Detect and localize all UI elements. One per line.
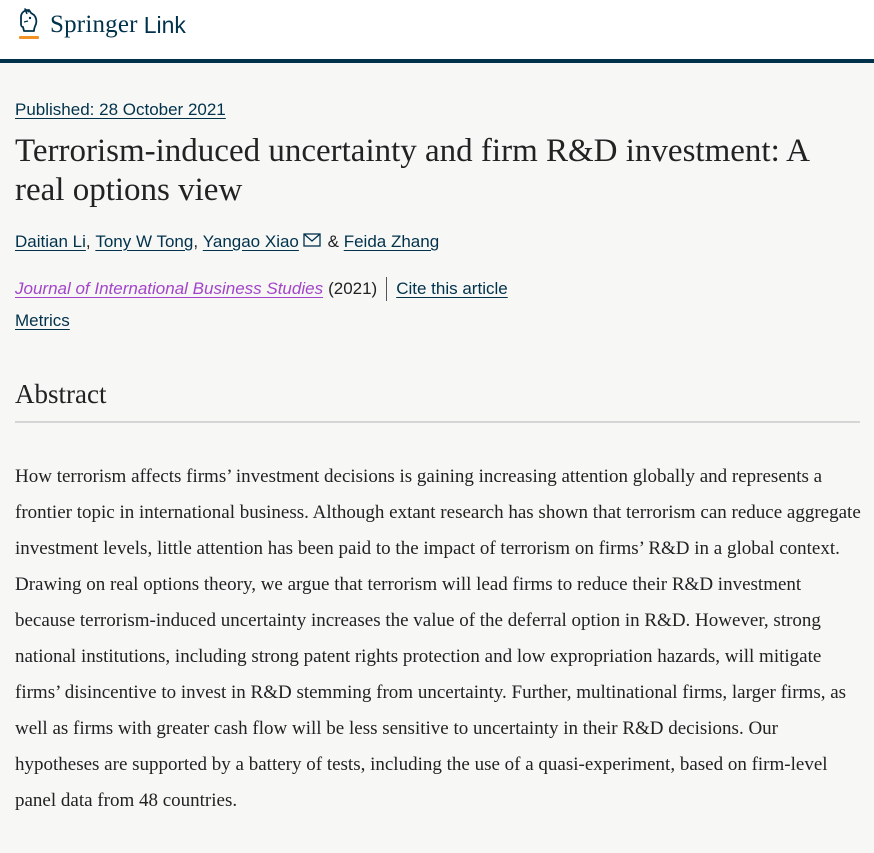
abstract-text: How terrorism affects firms’ investment decisions is gaining increasing attention globally and represents a frontier topic in international business. Although extant research has shown that terrorism can reduce aggregate investment levels, little attention has been paid to the impact of terrorism on firms’ R&D in a global context. Drawing on real options theory, we argue that terrorism will lead firms to reduce their R&D investment because terrorism-induced uncertainty increases the value of the deferral option in R&D. However, strong national institutions, including strong patent rights protection and low expropriation hazards, will mitigate firms’ disincentive to invest in R&D stemming from uncertainty. Further, multinational firms, larger firms, as well as firms with greater cash flow will be less sensitive to uncertainty in their R&D decisions. Our hypotheses are supported by a battery of tests, including the use of a quasi-experiment, based on firm-level panel data from 48 countries. [15,466,861,811]
metrics-link[interactable]: Metrics [15,311,70,330]
journal-link[interactable]: Journal of International Business Studies [15,279,324,298]
article-title: Terrorism-induced uncertainty and firm R&D investment: A real options view [15,133,809,208]
published-date-link[interactable]: Published: 28 October 2021 [15,100,226,119]
cite-article-link[interactable]: Cite this article [396,279,508,298]
abstract-divider [15,421,860,423]
journal-line [15,277,508,301]
site-header [0,0,874,63]
publication-year: (2021) [328,279,378,298]
divider-bar [386,277,387,301]
abstract-heading: Abstract [15,379,107,409]
logo-link-text: Link [143,11,186,38]
logo-brand-text: Springer [50,11,138,38]
author-link[interactable]: Tony W Tong [95,232,194,251]
author-separator: , [193,232,199,251]
envelope-icon[interactable] [303,232,321,246]
author-link[interactable]: Yangao Xiao [202,232,299,251]
author-link[interactable]: Feida Zhang [343,232,440,251]
author-separator: , [85,232,91,251]
author-list [15,232,439,252]
author-link[interactable]: Daitian Li [15,232,86,251]
springer-horse-icon [15,7,43,41]
springer-link-logo[interactable] [15,7,186,41]
author-and: & [327,232,339,251]
